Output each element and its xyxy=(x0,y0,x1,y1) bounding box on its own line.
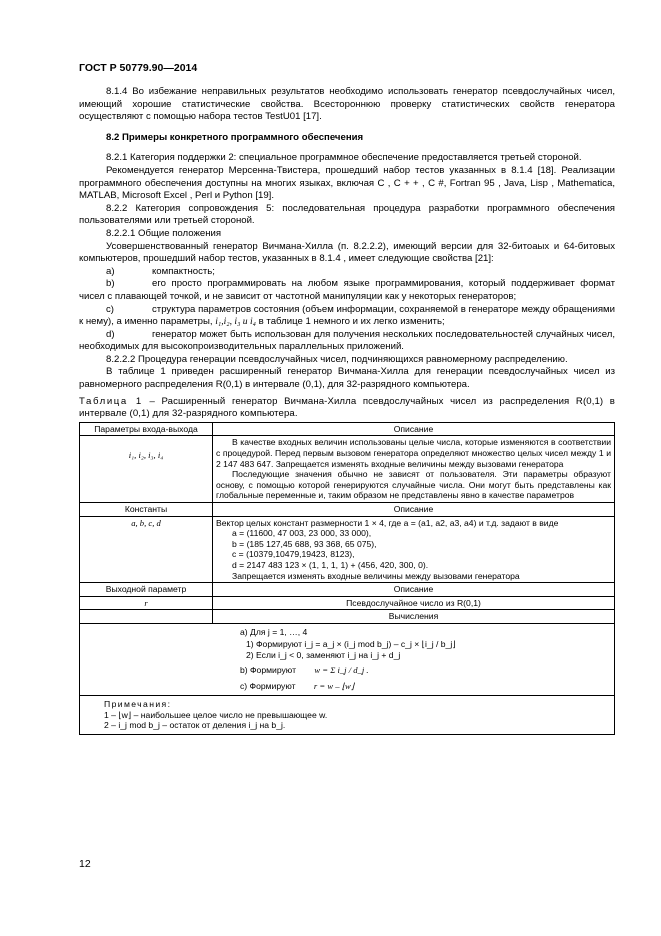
table-header-row xyxy=(80,422,615,436)
table-row xyxy=(80,695,615,734)
const-c: c = (10379,10479,19423, 8123), xyxy=(232,549,355,560)
paragraph-8-2-2: 8.2.2 Категория сопровождения 5: последовательная процедура разработки программного обеспечения пользователями или третьей стороной. xyxy=(79,202,615,227)
table-header-description: Описание xyxy=(213,422,615,436)
table-cell-constants-desc xyxy=(213,516,615,583)
calc-step-c-label: c) Формируют xyxy=(240,681,296,692)
const-d: d = 2147 483 123 × (1, 1, 1, 1) + (456, 420, 300, 0). xyxy=(232,559,429,570)
document-header: ГОСТ Р 50779.90—2014 xyxy=(79,62,198,74)
paragraph-8-2-2-2: 8.2.2.2 Процедура генерации псевдослучайных чисел, подчиняющихся равномерному распределению. xyxy=(106,353,568,365)
calc-step-2: 2) Если i_j < 0, заменяют i_j на i_j + d_j xyxy=(246,650,401,661)
calc-step-1: 1) Формируют i_j = a_j × (i_j mod b_j) – c_j × ⌊i_j / b_j⌋ xyxy=(246,638,456,649)
calc-step-a: a) Для j = 1, …, 4 xyxy=(240,626,308,637)
table-caption-label: Таблица 1 xyxy=(79,395,143,407)
list-text-b: его просто программировать на любом языке программирования, который поддерживает формат чисел с плавающей точкой, и не зависит от частотной манипуляции как у некоторых генераторов; xyxy=(79,278,615,302)
paragraph-table-intro: В таблице 1 приведен расширенный генератор Вичмана-Хилла для генерации псевдослучайных чисел из равномерного распределения R(0,1) в интервале (0,1), для 32-разрядного компьютера. xyxy=(79,366,615,391)
list-text-c-params: i₁,i₂, i₃ и i₄ xyxy=(215,316,256,328)
list-marker-c: c) xyxy=(106,303,114,315)
paragraph-mersenne: Рекомендуется генератор Мерсенна-Твистера, прошедший набор тестов указанных в 8.1.4 [18]. Реализации программного обеспечения доступны на многих языках, включая C , C + + , C #, Fortran 95 , Java, Lisp , Mathematica, MATLAB, Microsoft Excel , Perl и Python [19]. xyxy=(79,164,615,202)
list-item-c xyxy=(79,304,615,329)
table-header-params: Параметры входа-выхода xyxy=(80,422,213,436)
table-cell-state-desc xyxy=(213,436,615,503)
calc-step-c-formula: r = w – ⌊w⌋ xyxy=(313,681,355,692)
note-2: 2 – i_j mod b_j – остаток от деления i_j на b_j. xyxy=(104,720,286,731)
list-text-c2: в таблице 1 немного и их легко изменить; xyxy=(258,316,445,328)
calc-step-b-formula: w = Σ i_j / d_j . xyxy=(314,664,369,675)
table-row xyxy=(80,516,615,583)
table-header-output-description: Описание xyxy=(213,583,615,597)
state-desc-para-1: В качестве входных величин использованы целые числа, которые изменяются в соответствии с процедурой. Перед первым вызовом генератора определяют множество целых чисел между 1 и 2 147 483 647. Запрещается изменять входные величины между вызовами генератора xyxy=(216,437,611,469)
list-marker-a: a) xyxy=(106,265,115,277)
list-marker-b: b) xyxy=(106,278,115,290)
note-1: 1 – ⌊w⌋ – наибольшее целое число не превышающее w. xyxy=(104,709,328,720)
table-header-constants: Константы xyxy=(80,503,213,517)
table-cell-state-params: i₁, i₂, i₃, i₄ xyxy=(80,436,213,503)
list-marker-d: d) xyxy=(106,328,115,340)
table-cell-output: r xyxy=(80,596,213,610)
list-item-d xyxy=(79,329,615,354)
table-cell-constants: a, b, c, d xyxy=(80,516,213,583)
const-a: a = (11600, 47 003, 23 000, 33 000), xyxy=(232,528,372,539)
table-caption-text: – Расширенный генератор Вичмана-Хилла псевдослучайных чисел из распределения R(0,1) в интервале (0,1) для 32-разрядного компьютера. xyxy=(79,395,615,420)
paragraph-8-2-1: 8.2.1 Категория поддержки 2: специальное программное обеспечение предоставляется третьей стороной. xyxy=(106,152,582,164)
calc-step-b-label: b) Формируют xyxy=(240,664,297,675)
table-cell-notes xyxy=(80,695,615,734)
table-header-row xyxy=(80,583,615,597)
table-header-output: Выходной параметр xyxy=(80,583,213,597)
list-text-a: компактность; xyxy=(152,265,215,277)
calc-step-b xyxy=(240,665,611,676)
section-heading-8-2: 8.2 Примеры конкретного программного обеспечения xyxy=(106,131,364,143)
table-row xyxy=(80,623,615,695)
paragraph-8-2-2-1: 8.2.2.1 Общие положения xyxy=(106,227,222,239)
list-item-a xyxy=(79,266,615,279)
list-text-d: генератор может быть использован для получения нескольких последовательностей случайных чисел, необходимых для высокопроизводительных параллельных приложений. xyxy=(79,328,615,353)
calc-step-c xyxy=(240,681,611,692)
table-header-calculations: Вычисления xyxy=(213,610,615,624)
table-row xyxy=(80,596,615,610)
list-text-c1: структура параметров состояния (объем информации, сохраняемой в генераторе между обращениями к нему), а именно параметры, xyxy=(79,303,615,328)
list-item-b xyxy=(79,278,615,303)
wichmann-hill-table xyxy=(79,422,615,735)
page-number: 12 xyxy=(79,858,91,870)
paragraph-wichmann-hill: Усовершенствованный генератор Вичмана-Хилла (п. 8.2.2.2), имеющий версии для 32-битоаых и 64-битовых компьютеров, прошедший набор тестов, указанных в 8.1.4 , имеет следующие свойства [21]: xyxy=(79,240,615,265)
const-note: Запрещается изменять входные величины между вызовами генератора xyxy=(232,570,520,581)
state-desc-para-2: Последующие значения обычно не зависят от пользователя. Эти параметры образуют основу, с помощью которой генерируются случайные числа. Они могут быть представлены как глобальные переменные и, таким образом не представлены явно в качестве параметров xyxy=(216,469,611,501)
table-caption xyxy=(79,396,615,421)
table-cell-calculations xyxy=(80,623,615,695)
table-row xyxy=(80,436,615,503)
const-intro: Вектор целых констант размерности 1 × 4, где a = (a1, a2, a3, a4) и т.д. задают в виде xyxy=(216,517,559,528)
const-b: b = (185 127,45 688, 93 368, 65 075), xyxy=(232,538,377,549)
table-header-row xyxy=(80,610,615,624)
table-cell-output-desc: Псевдослучайное число из R(0,1) xyxy=(213,596,615,610)
notes-title: Примечания: xyxy=(104,698,172,709)
table-header-row xyxy=(80,503,615,517)
table-header-const-description: Описание xyxy=(213,503,615,517)
page-content xyxy=(79,86,615,735)
paragraph-8-1-4: 8.1.4 Во избежание неправильных результатов необходимо использовать генератор псевдослучайных чисел, имеющий хорошие статистические свойства. Всестороннюю проверку статистических свойств генератора осуществляют с помощью набора тестов TestU01 [17]. xyxy=(79,86,615,123)
